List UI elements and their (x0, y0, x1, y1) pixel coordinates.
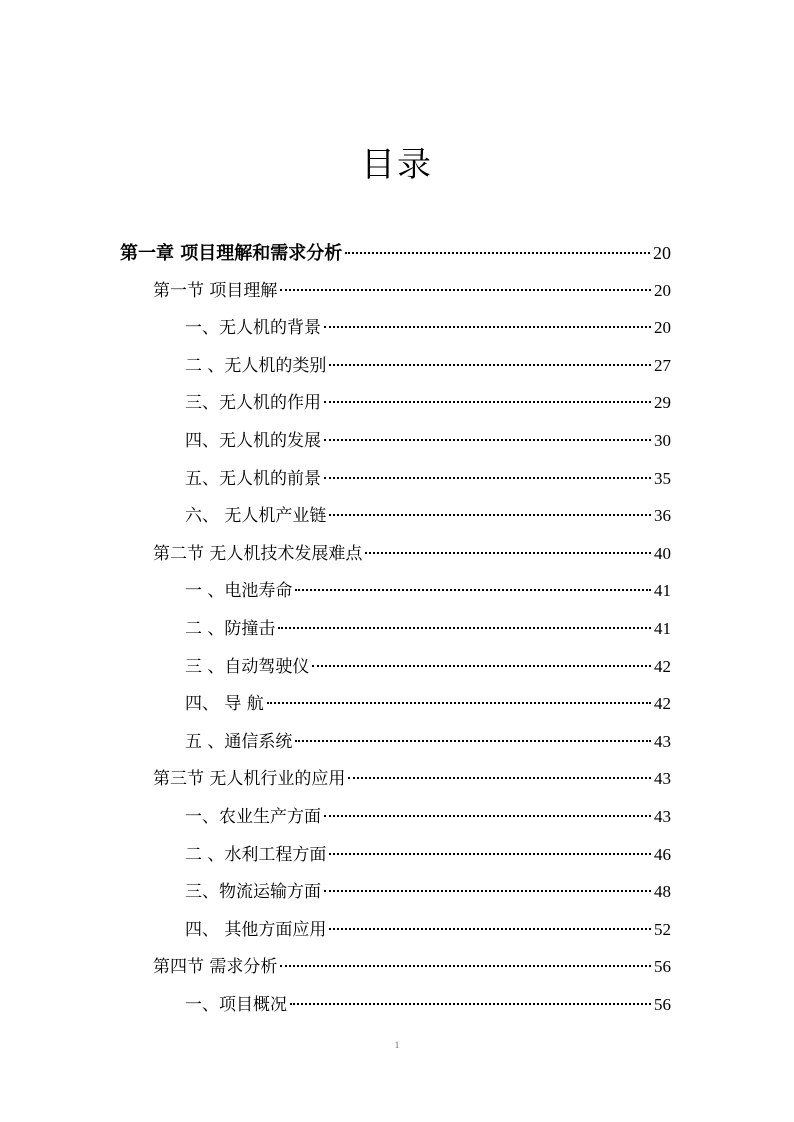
toc-dot-leader (329, 364, 651, 366)
toc-subsection-entry[interactable] (185, 501, 671, 531)
toc-subsection-entry[interactable] (185, 877, 671, 907)
toc-dot-leader (280, 289, 651, 291)
toc-dot-leader (324, 326, 651, 328)
toc-entry-label: 二 、防撞击 (185, 619, 276, 639)
page-title: 目录 (361, 145, 433, 185)
toc-section-entry[interactable] (153, 952, 671, 982)
toc-entry-page-number: 42 (654, 656, 671, 676)
toc-entry-label: 第四节 需求分析 (153, 957, 278, 978)
toc-section-entry[interactable] (153, 276, 671, 306)
toc-entry-label: 四、 导 航 (185, 694, 264, 715)
toc-entry-page-number: 27 (654, 355, 671, 375)
toc-dot-leader (267, 702, 651, 704)
toc-dot-leader (324, 401, 651, 403)
toc-dot-leader (329, 853, 651, 855)
toc-entry-label: 第三节 无人机行业的应用 (153, 769, 346, 790)
toc-dot-leader (295, 740, 651, 742)
toc-dot-leader (324, 439, 651, 441)
toc-entry-label: 三、物流运输方面 (185, 882, 321, 903)
toc-entry-label: 三 、自动驾驶仪 (185, 656, 310, 677)
toc-subsection-entry[interactable] (185, 840, 671, 870)
toc-entry-page-number: 56 (654, 957, 671, 977)
toc-entry-page-number: 56 (654, 995, 671, 1014)
toc-dot-leader (345, 252, 650, 254)
toc-subsection-entry[interactable] (185, 576, 671, 606)
toc-dot-leader (280, 965, 651, 967)
toc-entry-page-number: 52 (654, 919, 671, 939)
toc-entry-page-number: 41 (654, 581, 671, 601)
toc-section-entry[interactable] (153, 539, 671, 569)
toc-entry-label: 六、 无人机产业链 (185, 506, 327, 527)
toc-dot-leader (324, 815, 651, 817)
toc-section-entry[interactable] (153, 764, 671, 794)
toc-entry-page-number: 41 (654, 619, 671, 638)
toc-subsection-entry[interactable] (185, 426, 671, 456)
toc-entry-page-number: 46 (654, 844, 671, 864)
toc-entry-label: 二 、无人机的类别 (185, 355, 327, 376)
toc-entry-page-number: 20 (654, 318, 671, 338)
toc-dot-leader (348, 777, 651, 779)
toc-entry-label: 一、项目概况 (185, 995, 287, 1015)
toc-entry-label: 二 、水利工程方面 (185, 844, 327, 865)
toc-dot-leader (329, 514, 651, 516)
toc-entry-page-number: 29 (654, 393, 671, 413)
toc-subsection-entry[interactable] (185, 727, 671, 757)
toc-subsection-entry[interactable] (185, 990, 671, 1020)
toc-entry-label: 四、无人机的发展 (185, 431, 321, 451)
toc-subsection-entry[interactable] (185, 464, 671, 494)
toc-dot-leader (365, 552, 651, 554)
toc-entry-label: 四、 其他方面应用 (185, 919, 327, 940)
toc-dot-leader (290, 1003, 651, 1005)
toc-entry-page-number: 20 (654, 280, 671, 300)
toc-subsection-entry[interactable] (185, 388, 671, 418)
toc-entry-label: 一、无人机的背景 (185, 318, 321, 339)
toc-dot-leader (278, 627, 651, 629)
toc-entry-page-number: 30 (654, 431, 671, 450)
toc-dot-leader (324, 477, 651, 479)
toc-entry-label: 一 、电池寿命 (185, 581, 293, 602)
toc-entry-page-number: 35 (654, 468, 671, 488)
toc-dot-leader (329, 928, 651, 930)
toc-entry-label: 第一节 项目理解 (153, 280, 278, 301)
toc-subsection-entry[interactable] (185, 351, 671, 381)
toc-entry-page-number: 48 (654, 882, 671, 902)
toc-entry-label: 一、农业生产方面 (185, 807, 321, 827)
toc-entry-label: 第二节 无人机技术发展难点 (153, 543, 363, 564)
toc-entry-page-number: 43 (654, 769, 671, 789)
toc-subsection-entry[interactable] (185, 313, 671, 343)
toc-dot-leader (312, 665, 651, 667)
toc-entry-page-number: 42 (654, 694, 671, 714)
toc-dot-leader (324, 890, 651, 892)
toc-entry-page-number: 43 (654, 731, 671, 751)
footer-page-number: 1 (394, 1040, 400, 1050)
toc-entry-label: 五、无人机的前景 (185, 468, 321, 489)
toc-entry-page-number: 36 (654, 506, 671, 526)
toc-entry-label: 五 、通信系统 (185, 731, 293, 752)
toc-dot-leader (295, 589, 651, 591)
toc-entry-label: 第一章 项目理解和需求分析 (120, 243, 343, 264)
toc-chapter-entry[interactable] (120, 238, 671, 268)
toc-subsection-entry[interactable] (185, 689, 671, 719)
toc-subsection-entry[interactable] (185, 652, 671, 682)
toc-entry-page-number: 40 (654, 543, 671, 563)
toc-entry-label: 三、无人机的作用 (185, 393, 321, 414)
toc-entry-page-number: 43 (654, 807, 671, 826)
toc-subsection-entry[interactable] (185, 614, 671, 644)
toc-entry-page-number: 20 (653, 243, 671, 263)
toc-subsection-entry[interactable] (185, 802, 671, 832)
toc-subsection-entry[interactable] (185, 915, 671, 945)
